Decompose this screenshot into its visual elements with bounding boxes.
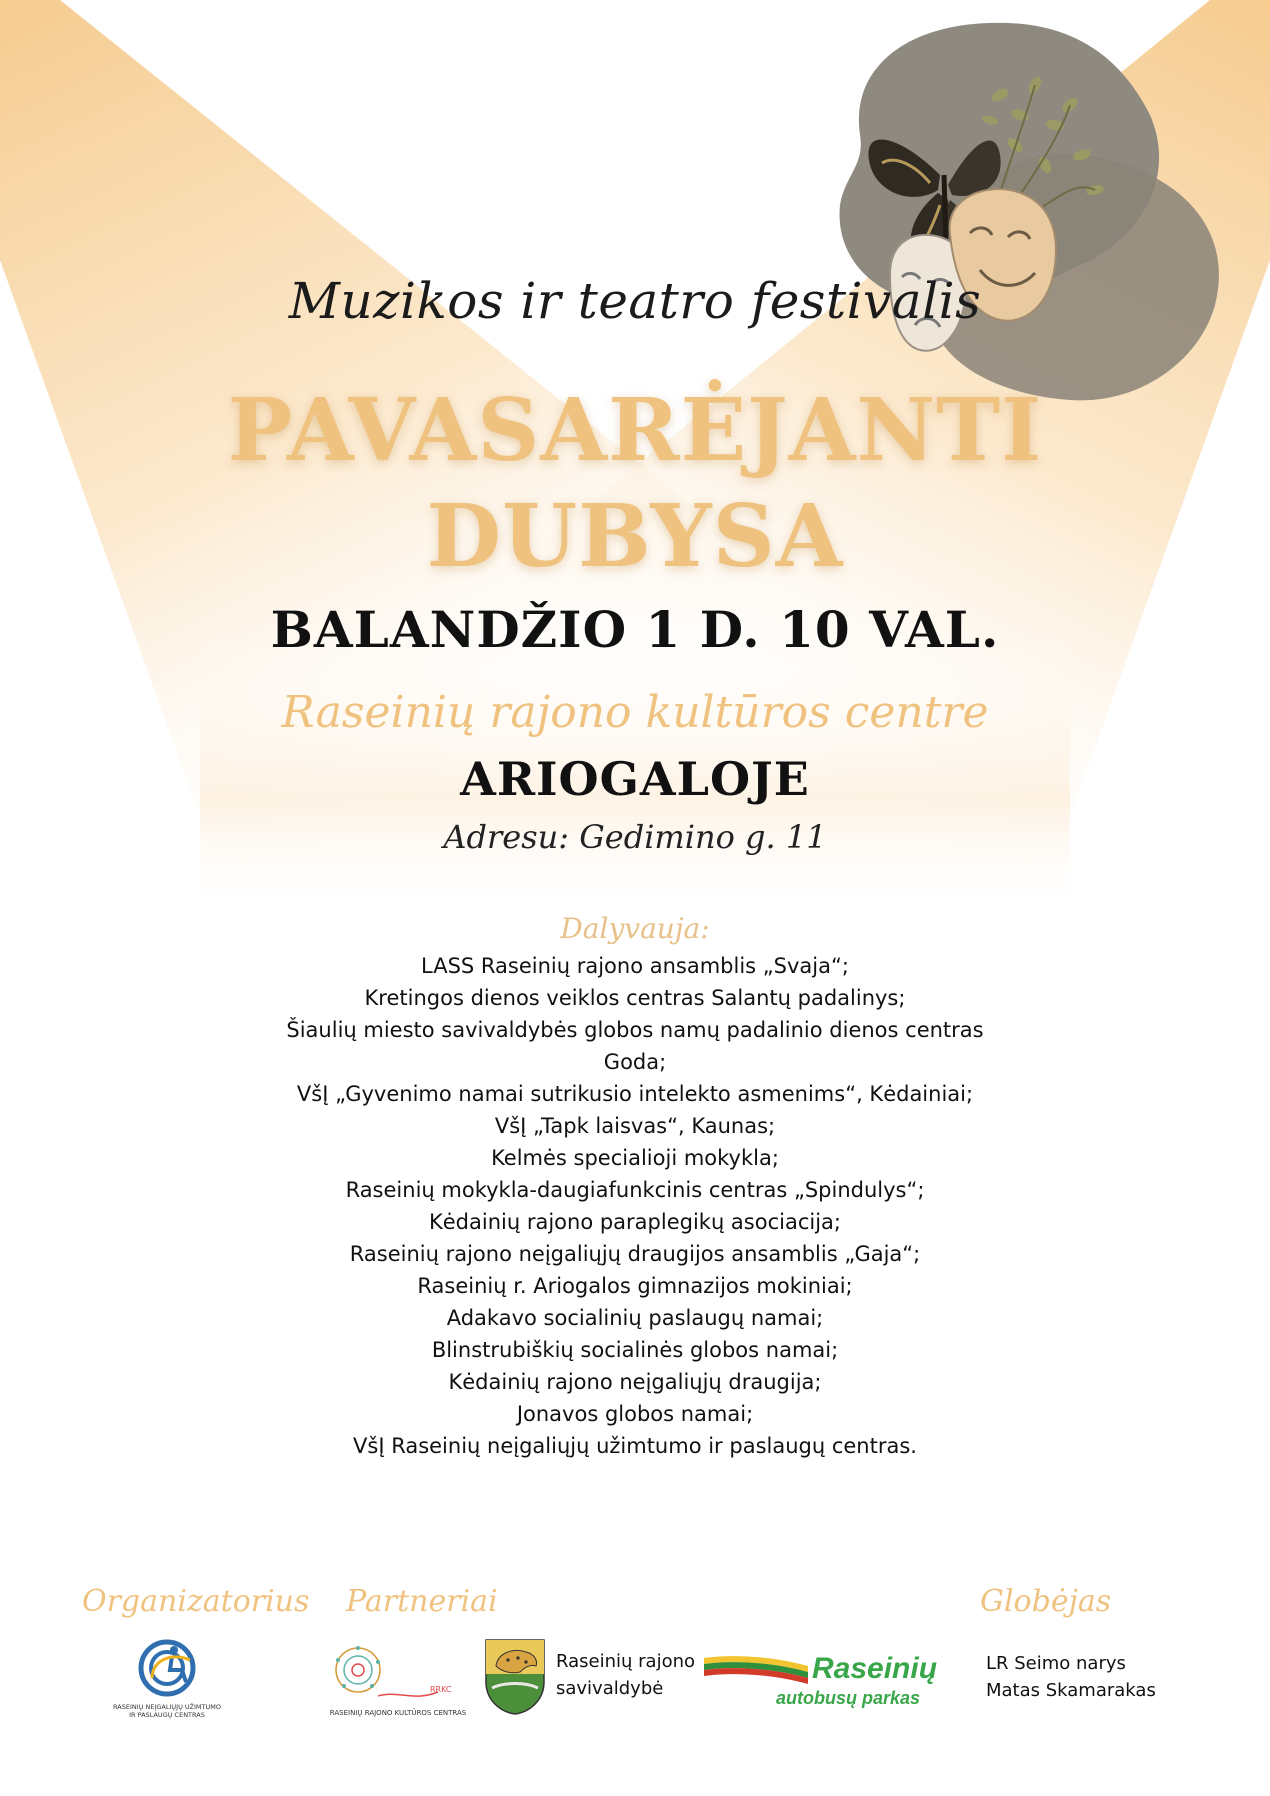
event-address: Adresu: Gedimino g. 11	[443, 818, 827, 856]
festival-title-line-1: PAVASARĖJANTI	[227, 380, 1043, 481]
festival-title-line-2: DUBYSA	[426, 486, 844, 587]
municipality-line-1: Raseinių rajono	[556, 1651, 695, 1672]
patron-line-1: LR Seimo narys	[986, 1653, 1126, 1674]
participant-item: Blinstrubiškių socialinės globos namai;	[431, 1338, 839, 1362]
festival-subtitle: Muzikos ir teatro festivalis	[288, 272, 982, 330]
coat-of-arms-icon	[484, 1638, 546, 1716]
participant-item: Goda;	[603, 1050, 667, 1074]
lithuanian-flag-swoosh-icon	[702, 1652, 810, 1688]
theatre-masks-illustration	[820, 15, 1240, 415]
event-town: ARIOGALOJE	[460, 752, 810, 806]
wheelchair-icon	[112, 1638, 222, 1698]
participant-item: Kretingos dienos veiklos centras Salantų padalinys;	[364, 986, 906, 1010]
participant-item: Adakavo socialinių paslaugų namai;	[446, 1306, 824, 1330]
participant-item: VšĮ Raseinių neįgaliųjų užimtumo ir paslaugų centras.	[353, 1434, 917, 1458]
municipality-line-2: savivaldybė	[556, 1678, 664, 1699]
event-date-time: BALANDŽIO 1 D. 10 VAL.	[270, 600, 1000, 659]
patron-line-2: Matas Skamarakas	[986, 1680, 1156, 1701]
organizer-logo	[112, 1638, 222, 1718]
rrkc-caption: RASEINIŲ RAJONO KULTŪROS CENTRAS	[329, 1709, 467, 1717]
participant-item: Kėdainių rajono paraplegikų asociacija;	[428, 1210, 842, 1234]
patron-label: Globėjas	[980, 1584, 1112, 1619]
participant-item: Jonavos globos namai;	[516, 1402, 754, 1426]
participant-item: Raseinių r. Ariogalos gimnazijos mokiniai;	[417, 1274, 853, 1298]
participant-item: Kėdainių rajono neįgaliųjų draugija;	[448, 1370, 822, 1394]
participants-heading: Dalyvauja:	[560, 912, 710, 945]
participant-item: VšĮ „Tapk laisvas“, Kaunas;	[494, 1114, 776, 1138]
bus-park-name: Raseinių	[812, 1652, 938, 1685]
organizer-logo-caption-2: IR PASLAUGŲ CENTRAS	[129, 1711, 205, 1719]
participant-item: Šiaulių miesto savivaldybės globos namų padalinio dienos centras	[286, 1018, 984, 1042]
event-venue: Raseinių rajono kultūros centre	[281, 687, 989, 738]
participant-item: VšĮ „Gyvenimo namai sutrikusio intelekto asmenims“, Kėdainiai;	[296, 1082, 974, 1106]
participant-item: Raseinių rajono neįgaliųjų draugijos ansamblis „Gaja“;	[349, 1242, 921, 1266]
rrkc-logo-text: RRKC	[430, 1685, 452, 1694]
organizer-logo-caption-1: RASEINIŲ NEĮGALIŲJŲ UŽIMTUMO	[113, 1703, 221, 1711]
participant-item: Kelmės specialioji mokykla;	[491, 1146, 779, 1170]
partners-label: Partneriai	[346, 1584, 498, 1619]
participants-list	[235, 950, 1035, 1462]
rrkc-emblem-icon	[328, 1644, 468, 1704]
participant-item: LASS Raseinių rajono ansamblis „Svaja“;	[421, 954, 849, 978]
participant-item: Raseinių mokykla-daugiafunkcinis centras „Spindulys“;	[345, 1178, 925, 1202]
organizer-label: Organizatorius	[82, 1584, 310, 1619]
rrkc-logo	[328, 1644, 468, 1720]
bus-park-subtitle: autobusų parkas	[776, 1688, 921, 1708]
